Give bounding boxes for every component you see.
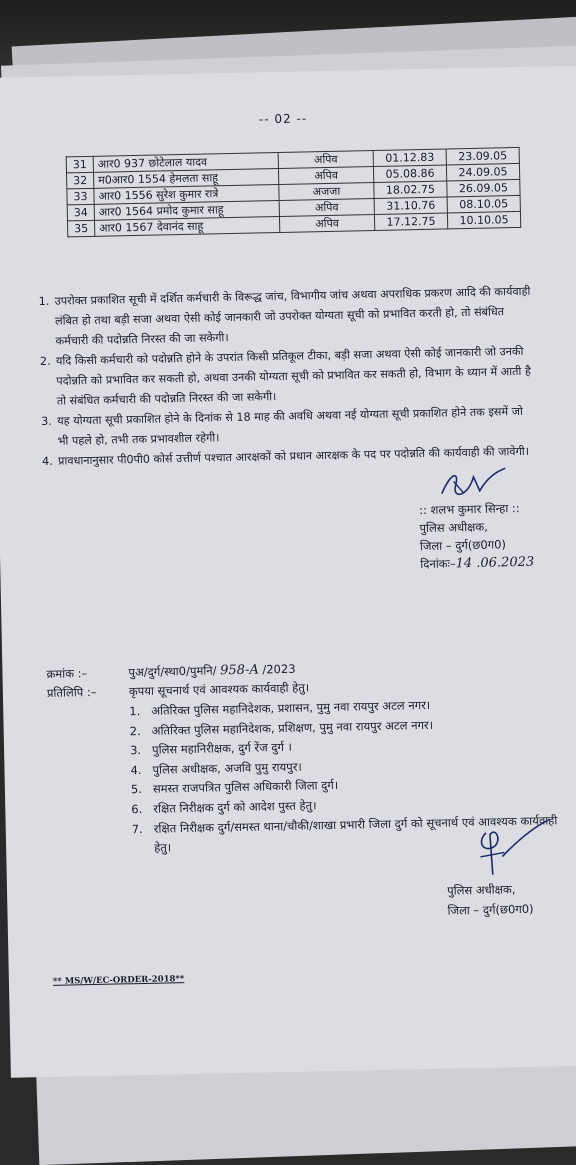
- copy-to-text: अतिरिक्त पुलिस महानिदेशक, प्रशिक्षण, पुमु नवा रायपुर अटल नगर।: [151, 717, 434, 738]
- row-number: 31: [66, 156, 93, 173]
- page-number: -- 02 --: [258, 111, 308, 127]
- note-text: यदि किसी कर्मचारी को पदोन्नति होने के उपरांत किसी प्रतिकूल टीका, बड़ी सजा अथवा ऐसी कोई जानकारी जो उनकी पदोन्नति को प्रभावित कर सकती हो, अथवा उनकी योग्यता सूची को प्रभावित कर सकती हो, विभाग के ध्यान में आती है तो संबंधित कर्मचारी की पदोन्नति निरस्त की जा सकेगी।: [55, 344, 531, 408]
- signatory-designation: पुलिस अधीक्षक,: [446, 882, 516, 898]
- birth-date: 05.08.86: [373, 165, 446, 183]
- copy-to-number: 7.: [131, 821, 143, 836]
- note-number: 2.: [39, 354, 51, 369]
- signatory-designation: पुलिस अधीक्षक,: [419, 519, 488, 536]
- copy-to-section: [46, 673, 567, 855]
- appointment-date: 10.10.05: [447, 211, 520, 229]
- copy-to-text: रक्षित निरीक्षक दुर्ग/समस्त थाना/चौकी/शाखा प्रभारी जिला दुर्ग को सूचनार्थ एवं आवश्यक कार्यवाही हेतु।: [153, 812, 558, 855]
- copy-to-number: 1.: [129, 703, 141, 719]
- signature-mark: [446, 811, 557, 883]
- birth-date: 01.12.83: [373, 149, 446, 167]
- birth-date: 31.10.76: [374, 197, 447, 215]
- signatory-name: :: शलभ कुमार सिन्हा ::: [418, 501, 520, 518]
- copy-to-intro: कृपया सूचनार्थ एवं आवश्यक कार्यवाही हेतु।: [128, 680, 310, 699]
- second-signature-block: [447, 879, 534, 921]
- appointment-date: 08.10.05: [447, 195, 520, 213]
- reference-label: क्रमांक :–: [46, 666, 88, 681]
- category: अपिव: [278, 166, 373, 184]
- category: अजजा: [279, 182, 374, 200]
- signature-mark: [433, 462, 514, 504]
- signature-block: [419, 499, 534, 574]
- birth-date: 18.02.75: [374, 181, 447, 199]
- footer-code: ** MS/W/EC-ORDER-2018**: [52, 974, 185, 987]
- employee-name: आर0 1556 सुरेश कुमार रात्रे: [94, 184, 279, 204]
- birth-date: 17.12.75: [374, 213, 447, 231]
- copy-to-text: समस्त राजपत्रित पुलिस अधिकारी जिला दुर्ग।: [152, 778, 339, 797]
- notes-list: [38, 282, 538, 472]
- row-number: 34: [67, 204, 94, 221]
- reference-number: पुअ/दुर्ग/स्था0/पुमनि/ 958-A /2023: [128, 661, 296, 680]
- note-number: 4.: [41, 454, 53, 468]
- employee-name: म0आर0 1554 हेमलता साहू: [93, 168, 278, 188]
- copy-to-text: रक्षित निरीक्षक दुर्ग को आदेश पुस्त हेतु।: [153, 798, 317, 816]
- signatory-district: जिला – दुर्ग(छ0ग0): [447, 901, 534, 918]
- appointment-date: 26.09.05: [447, 179, 520, 197]
- appointment-date: 24.09.05: [446, 163, 519, 181]
- employee-table: [66, 147, 522, 237]
- note-number: 3.: [41, 414, 53, 429]
- appointment-date: 23.09.05: [446, 147, 519, 165]
- copy-to-number: 2.: [129, 723, 141, 738]
- row-number: 32: [67, 172, 94, 189]
- row-number: 35: [68, 220, 95, 237]
- copy-to-text: अतिरिक्त पुलिस महानिदेशक, प्रशासन, पुमु नवा रायपुर अटल नगर।: [151, 697, 431, 718]
- note-item: [40, 342, 537, 412]
- copy-to-number: 3.: [129, 743, 142, 758]
- note-text: प्रावधानानुसार पी0पी0 कोर्स उत्तीर्ण पश्चात आरक्षकों को प्रधान आरक्षक के पद पर पदोन्नति की कार्यवाही की जावेगी।: [57, 444, 530, 468]
- copy-to-number: 4.: [130, 762, 142, 777]
- category: अपिव: [278, 150, 373, 168]
- copy-to-number: 5.: [130, 782, 143, 797]
- note-item: [38, 282, 535, 352]
- note-text: उपरोक्त प्रकाशित सूची में दर्शित कर्मचारी के विरूद्ध जांच, विभागीय जांच अथवा अपराधिक प्रकरण आदि की कार्यवाही लंबित हो तथा बड़ी सजा अथवा ऐसी कोई जानकारी जो उपरोक्त योग्यता सूची को प्रभावित करती हो, तो संबंधित कर्मचारी की पदोन्नति निरस्त की जा सकेगी।: [54, 284, 531, 348]
- copy-to-text: पुलिस अधीक्षक, अजवि पुमु रायपुर।: [152, 759, 302, 777]
- employee-name: आर0 937 छोटेलाल यादव: [93, 152, 278, 172]
- employee-name: आर0 1567 देवानंद साहू: [95, 216, 280, 236]
- document-page: [0, 65, 576, 1078]
- category: अपिव: [279, 198, 374, 216]
- note-text: यह योग्यता सूची प्रकाशित होने के दिनांक से 18 माह की अवधि अथवा नई योग्यता सूची प्रकाशित होने तक इसमें जो भी पहले हो, तभी तक प्रभावशील रहेगी।: [57, 404, 524, 448]
- signatory-district: जिला – दुर्ग(छ0ग0): [419, 537, 507, 554]
- copy-to-label: प्रतिलिपि :–: [46, 684, 97, 700]
- row-number: 33: [67, 188, 94, 205]
- note-number: 1.: [38, 294, 50, 309]
- copy-to-text: पुलिस महानिरीक्षक, दुर्ग रेंज दुर्ग ।: [151, 740, 293, 757]
- copy-to-number: 6.: [131, 801, 143, 817]
- signature-date: दिनांकः–14 .06.2023: [420, 554, 535, 572]
- category: अपिव: [279, 214, 374, 232]
- employee-name: आर0 1564 प्रमोद कुमार साहू: [94, 200, 279, 220]
